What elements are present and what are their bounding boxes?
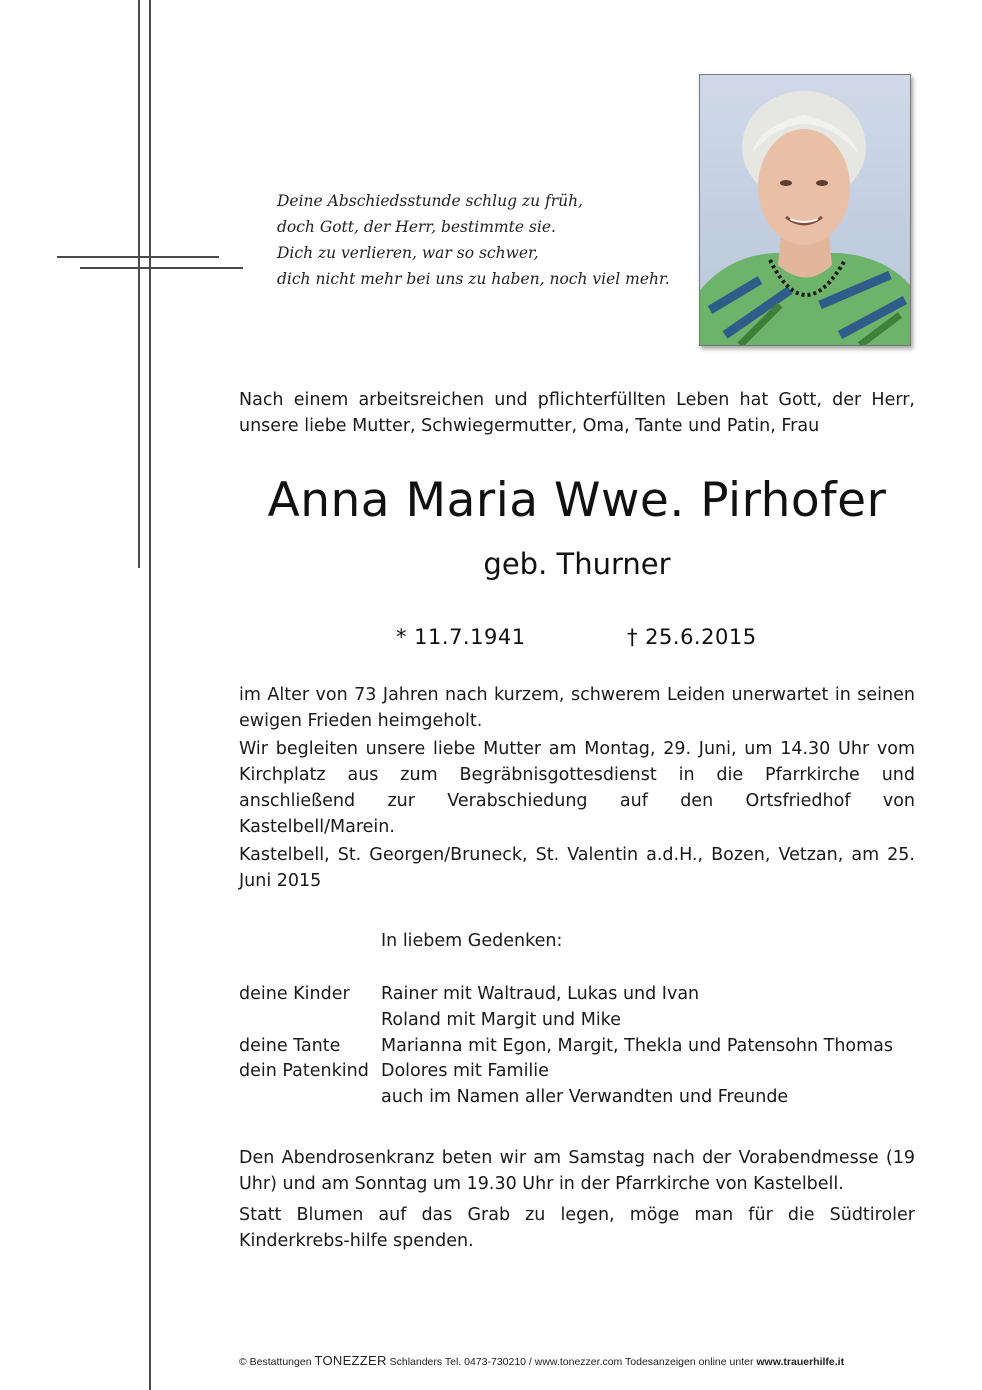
birth-date: * 11.7.1941: [396, 625, 526, 649]
family-names: Marianna mit Egon, Margit, Thekla und Patensohn Thomas: [381, 1036, 894, 1056]
family-names: auch im Namen aller Verwandten und Freunde: [381, 1087, 789, 1107]
funeral-paragraph: Wir begleiten unsere liebe Mutter am Montag, 29. Juni, um 14.30 Uhr vom Kirchplatz aus zum Begräbnisgottesdienst in die Pfarrkirche und anschließend zur Verabschiedung auf den Ortsfriedhof von Kastelbell/Marein.: [239, 739, 915, 837]
family-role: deine Tante: [239, 1036, 341, 1056]
deceased-name: Anna Maria Wwe. Pirhofer: [267, 473, 887, 528]
family-names: Rainer mit Waltraud, Lukas und Ivan: [381, 984, 700, 1004]
footer-brand: TONEZZER: [314, 1353, 387, 1368]
memory-heading: In liebem Gedenken:: [381, 931, 563, 951]
death-date: † 25.6.2015: [627, 625, 757, 649]
rosary-paragraph: Den Abendrosenkranz beten wir am Samstag nach der Vorabendmesse (19 Uhr) und am Sonntag um 19.30 Uhr in der Pfarrkirche von Kastelbell.: [239, 1148, 915, 1194]
donation-paragraph: Statt Blumen auf das Grab zu legen, möge man für die Südtiroler Kinderkrebs-hilfe spenden.: [239, 1205, 915, 1251]
footer-website-link[interactable]: www.trauerhilfe.it: [756, 1356, 845, 1368]
family-names: Roland mit Margit und Mike: [381, 1010, 621, 1030]
cross-vertical-line-left: [138, 0, 140, 568]
footer-contact: Schlanders Tel. 0473-730210 / www.tonezzer.com Todesanzeigen online unter: [389, 1356, 754, 1368]
family-role: dein Patenkind: [239, 1061, 369, 1081]
age-paragraph: im Alter von 73 Jahren nach kurzem, schwerem Leiden unerwartet in seinen ewigen Frieden heimgeholt.: [239, 685, 915, 731]
footer: [239, 1353, 915, 1368]
family-role: deine Kinder: [239, 984, 350, 1004]
poem-line: doch Gott, der Herr, bestimmte sie.: [277, 218, 556, 236]
family-names: Dolores mit Familie: [381, 1061, 549, 1081]
places-date-paragraph: Kastelbell, St. Georgen/Bruneck, St. Valentin a.d.H., Bozen, Vetzan, am 25. Juni 2015: [239, 845, 915, 891]
maiden-name: geb. Thurner: [483, 547, 671, 581]
cross-vertical-line-right: [149, 0, 151, 1390]
footer-prefix: © Bestattungen: [239, 1356, 312, 1368]
intro-text: Nach einem arbeitsreichen und pflichterfüllten Leben hat Gott, der Herr, unsere liebe Mutter, Schwiegermutter, Oma, Tante und Patin, Frau: [239, 390, 915, 436]
cross-horizontal-line-top: [57, 256, 219, 258]
poem-line: Deine Abschiedsstunde schlug zu früh,: [277, 192, 584, 210]
poem-line: dich nicht mehr bei uns zu haben, noch viel mehr.: [277, 270, 670, 288]
memorial-poem: [277, 188, 677, 292]
poem-line: Dich zu verlieren, war so schwer,: [277, 244, 539, 262]
cross-horizontal-line-bottom: [80, 267, 243, 269]
portrait-photo: [699, 74, 911, 346]
